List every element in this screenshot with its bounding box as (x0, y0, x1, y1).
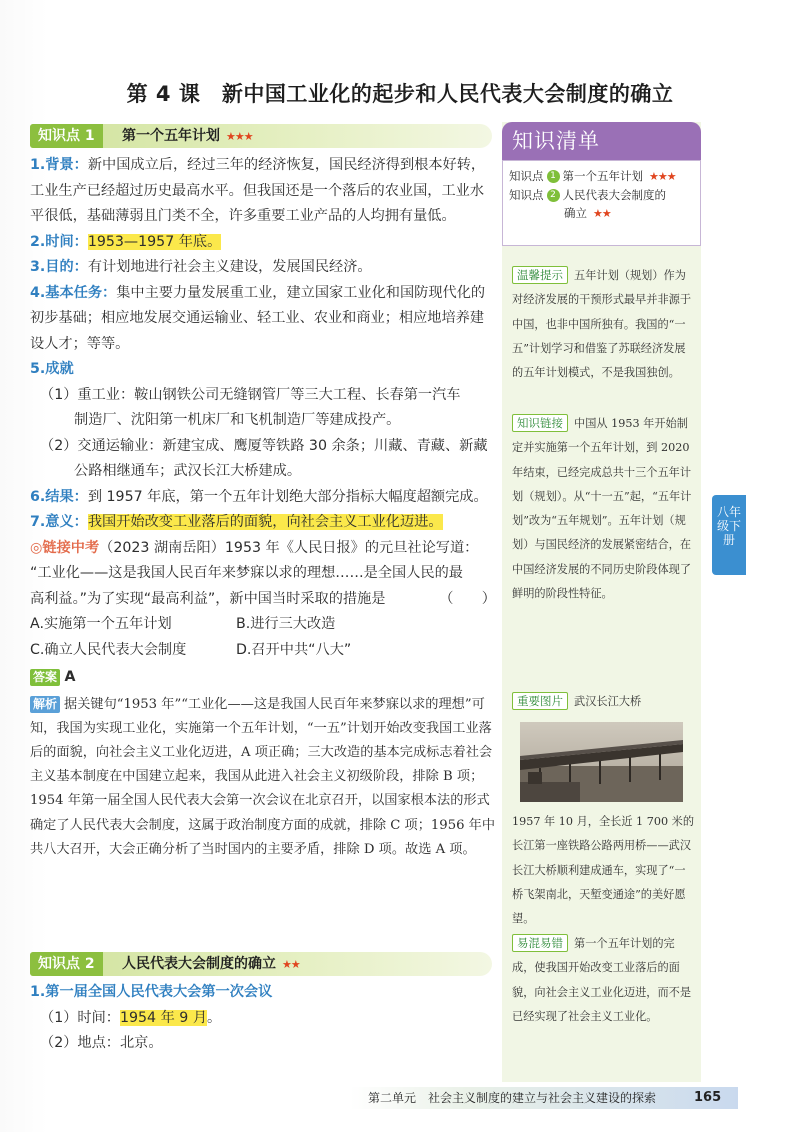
item-num: 7.意义： (30, 514, 88, 530)
item-num: 3.目的： (30, 259, 88, 275)
question-stem: “工业化——这是我国人民百年来梦寐以求的理想……是全国人民的最 (30, 565, 463, 581)
achievement-line: （1）重工业：鞍山钢铁公司无缝钢管厂等三大工程、长春第一汽车 (40, 386, 461, 403)
analysis-text: 据关键句“1953 年”“工业化——这是我国人民百年来梦寐以求的理想”可知，我国为实现工业化，实施第一个五年计划，“一五”计划开始改变我国工业落后的面貌，向社会主义工业化迈进，A 项正确；三大改造的基本完成标志着社会主义基本制度在中国建立起来，我国从此进入社会主义初级阶段，排除 B 项；1954 年第一届全国人民代表大会第一次会议在北京召开，以国家根本法的形式确定了人民代表大会制度，这属于政治制度方面的成就，排除 C 项；1956 年中共八大召开，大会正确分析了当时国内的主要矛盾，排除 D 项。故选 A 项。 (30, 696, 496, 857)
list-item (509, 186, 694, 204)
list-item (509, 167, 694, 186)
kp2-content (30, 980, 496, 1057)
option-c: C.确立人民代表大会制度 (30, 641, 187, 658)
list-prefix: 知识点 (509, 188, 544, 202)
item-num: 5.成就 (30, 361, 74, 377)
kp2-name-text: 人民代表大会制度的确立 (122, 956, 276, 972)
kp2-place: （2）地点：北京。 (40, 1035, 163, 1051)
wuhan-bridge-photo (520, 722, 683, 802)
answer-value: A (64, 669, 76, 685)
achievement-line: 制造厂、沈阳第一机床厂和飞机制造厂等建成投产。 (74, 412, 401, 428)
confuse-box (512, 932, 695, 1029)
list-num: 1 (547, 170, 560, 183)
kp1-name-text: 第一个五年计划 (122, 128, 220, 144)
achievement-line: （2）交通运输业：新建宝成、鹰厦等铁路 30 余条；川藏、青藏、新藏 (40, 437, 488, 454)
question-stem: 高利益。”为了实现“最高利益”，新中国当时采取的措施是 (30, 590, 386, 607)
item-text-highlight: 我国开始改变工业落后的面貌，向社会主义工业化迈进。 (87, 514, 443, 530)
tip-text: 五年计划（规划）作为对经济发展的干预形式最早并非源于中国，也非中国所独有。我国的“一五”计划学习和借鉴了苏联经济发展的五年计划模式，不是我国独创。 (512, 269, 692, 380)
kp1-tag: 知识点 1 (30, 124, 103, 148)
kp2-item-1: 1.第一届全国人民代表大会第一次会议 (30, 984, 273, 1000)
item-num: 1.背景： (30, 157, 88, 173)
answer-tag: 答案 (30, 669, 60, 686)
link-tag: 知识链接 (512, 414, 568, 432)
option-a: A.实施第一个五年计划 (30, 616, 172, 632)
tip-tag: 温馨提示 (512, 266, 568, 284)
item-num: 2.时间： (30, 233, 88, 250)
kp1-meaning (30, 510, 496, 536)
confuse-tag: 易混易错 (512, 934, 568, 952)
time-end: 。 (207, 1009, 222, 1026)
question-options (30, 612, 496, 663)
kp1-item-2 (30, 230, 496, 256)
exam-question (30, 536, 496, 562)
link-text: 中国从 1953 年开始制定并实施第一个五年计划，到 2020 年结束，已经完成总共十三个五年计划（规划）。从“十一五”起，“五年计划”改为“五年规划”。五年计划（规划）与国民经济的发展紧密结合，在中国经济发展的不同历史阶段体现了鲜明的阶段性特征。 (512, 417, 692, 601)
exam-link-label: ◎链接中考 (30, 539, 100, 556)
kp2-tag: 知识点 2 (30, 952, 103, 976)
link-box (512, 412, 695, 606)
kp2-name (122, 952, 300, 977)
analysis (30, 693, 496, 862)
kp1-item-3 (30, 255, 496, 281)
list-text: 第一个五年计划 (562, 169, 643, 183)
item-num: 4.基本任务： (30, 284, 117, 301)
option-b: B.进行三大改造 (236, 616, 336, 632)
item-text-highlight: 1953—1957 年底。 (87, 233, 222, 250)
picture-box (512, 690, 695, 714)
list-text: 确立 (564, 206, 587, 220)
item-text: 新中国成立后，经过三年的经济恢复，国民经济得到根本好转，工业生产已经超过历史最高水平。但我国还是一个落后的农业国，工业水平很低，基础薄弱且门类不全，许多重要工业产品的人均拥有量低。 (30, 157, 486, 224)
page-number: 165 (694, 1090, 722, 1105)
list-text: 人民代表大会制度的 (562, 188, 666, 202)
time-label: （1）时间： (40, 1009, 120, 1026)
bridge-image (520, 722, 683, 802)
confuse-text: 第一个五年计划的完成，使我国开始改变工业落后的面貌，向社会主义工业化迈进，而不是已经实现了社会主义工业化。 (512, 937, 692, 1023)
option-d: D.召开中共“八大” (236, 641, 352, 658)
question-stem-last (30, 587, 496, 613)
footer-unit-title: 第二单元 社会主义制度的建立与社会主义建设的探索 (368, 1091, 657, 1105)
picture-tag: 重要图片 (512, 692, 568, 710)
list-stars: ★★ (593, 207, 611, 220)
question-stem: 1953 年《人民日报》的元旦社论写道： (224, 539, 479, 556)
kp2-time (30, 1006, 496, 1032)
grade-tab[interactable]: 八年级下册 (712, 495, 746, 575)
achievement-line: 公路相继通车；武汉长江大桥建成。 (74, 463, 302, 479)
kp1-item-4 (30, 281, 496, 358)
list-stars: ★★★ (649, 170, 676, 183)
question-source: （2023 湖南岳阳） (99, 539, 225, 556)
item-text: 集中主要力量发展重工业，建立国家工业化和国防现代化的初步基础；相应地发展交通运输业、轻工业、农业和商业；相应地培养建设人才；等等。 (30, 284, 486, 352)
item-text: 有计划地进行社会主义建设，发展国民经济。 (87, 259, 372, 275)
answer-row (30, 665, 496, 691)
kp1-content (30, 153, 496, 862)
caption-text: 1957 年 10 月，全长近 1 700 米的长江第一座铁路公路两用桥——武汉长江大桥顺利建成通车，实现了“一桥飞架南北，天堑变通途”的美好愿望。 (512, 815, 695, 926)
sidebar (502, 122, 701, 1082)
kp1-item-1 (30, 153, 496, 230)
kp2-stars: ★★ (282, 958, 300, 971)
kp1-header (30, 124, 492, 148)
picture-title: 武汉长江大桥 (574, 695, 642, 708)
kp1-result (30, 485, 496, 511)
kp1-stars: ★★★ (226, 130, 253, 143)
tip-box (512, 264, 695, 385)
list-item (509, 204, 694, 223)
item-text: 到 1957 年底，第一个五年计划绝大部分指标大幅度超额完成。 (87, 488, 488, 505)
time-value: 1954 年 9 月 (119, 1009, 208, 1026)
list-prefix: 知识点 (509, 169, 544, 183)
lesson-title: 第 4 课 新中国工业化的起步和人民代表大会制度的确立 (126, 82, 674, 106)
picture-caption (512, 810, 695, 931)
analysis-tag: 解析 (30, 696, 60, 713)
sidebar-heading: 知识清单 (502, 122, 701, 160)
knowledge-list (502, 160, 701, 246)
list-num: 2 (547, 189, 560, 202)
item-num: 6.结果： (30, 488, 88, 505)
kp2-header (30, 952, 492, 976)
answer-blank: （ ） (439, 590, 496, 607)
kp1-item-5 (30, 357, 496, 383)
kp1-name (122, 124, 253, 149)
footer (0, 1087, 800, 1109)
